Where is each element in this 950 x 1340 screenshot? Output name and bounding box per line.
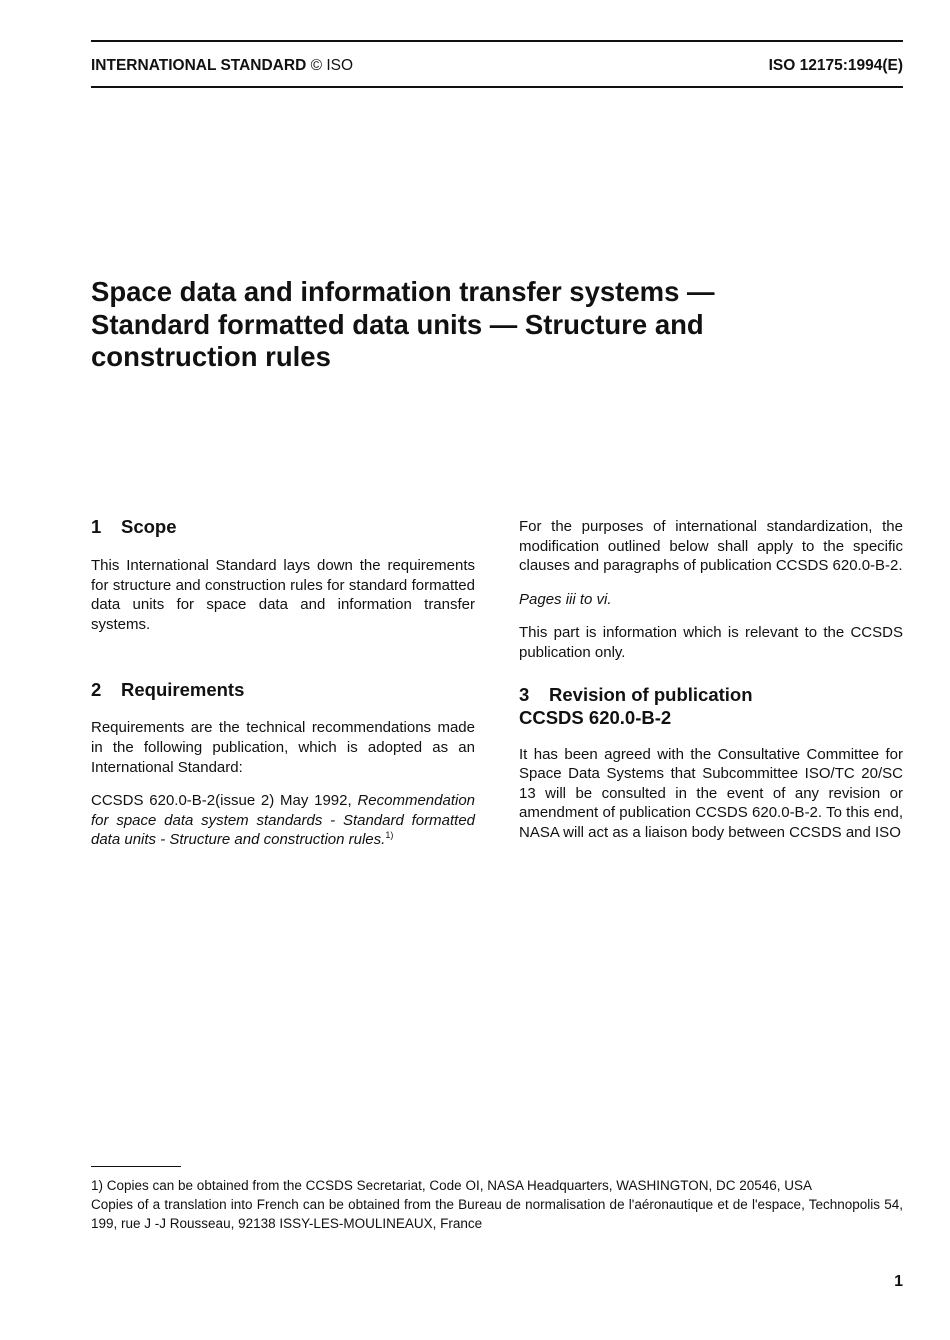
requirements-title: Requirements — [121, 679, 245, 701]
header-bottom-rule — [91, 86, 903, 88]
requirements-reference — [91, 791, 475, 850]
header-document-number: ISO 12175:1994(E) — [768, 57, 903, 74]
title-line-3: construction rules — [91, 341, 331, 372]
left-column — [91, 515, 475, 850]
footnote-marker: 1) — [385, 830, 394, 841]
header-standard-label — [91, 56, 353, 76]
pages-note: Pages iii to vi. — [519, 590, 612, 608]
requirements-heading — [91, 678, 475, 701]
revision-title-line-1: Revision of publication — [549, 683, 753, 705]
requirements-number: 2 — [91, 679, 102, 701]
header-standard-type: INTERNATIONAL STANDARD — [91, 57, 307, 74]
header-copyright: © ISO — [310, 57, 354, 74]
footnote — [91, 1176, 903, 1233]
page-number: 1 — [894, 1273, 903, 1290]
scope-heading — [91, 515, 475, 538]
footnote-line-2: Copies of a translation into French can be obtained from the Bureau de normalisation de l'aéronautique et de l'espace, Technopolis 54, 199, rue J -J Rousseau, 92138 ISSY-LES-MOULINEAUX, France — [91, 1197, 903, 1231]
scope-body: This International Standard lays down the requirements for structure and construction rules for standard formatted data units for space data and information transfer systems. — [91, 557, 475, 633]
right-column — [519, 517, 903, 843]
document-title — [91, 276, 811, 374]
revision-number: 3 — [519, 683, 530, 705]
scope-title: Scope — [121, 516, 177, 537]
reference-title: Recommendation for space data system standards - Standard formatted data units - Structure and construction rules. — [91, 792, 475, 849]
scope-number: 1 — [91, 516, 102, 537]
footnote-line-1: 1) Copies can be obtained from the CCSDS Secretariat, Code OI, NASA Headquarters, WASHINGTON, DC 20546, USA — [91, 1178, 813, 1193]
revision-heading — [519, 683, 903, 729]
reference-prefix: CCSDS 620.0-B-2(issue 2) May 1992, — [91, 792, 352, 810]
title-line-2: Standard formatted data units — Structure and — [91, 308, 704, 340]
title-line-1: Space data and information transfer systems — — [91, 276, 715, 307]
modification-intro: For the purposes of international standardization, the modification outlined below shall apply to the specific clauses and paragraphs of publication CCSDS 620.0-B-2. — [519, 518, 903, 575]
revision-body: It has been agreed with the Consultative Committee for Space Data Systems that Subcommittee ISO/TC 20/SC 13 will be consulted in the event of any revision or amendment of publication CCSDS 620.0-B-2. To this end, NASA will act as a liaison body between CCSDS and ISO — [519, 745, 903, 841]
revision-title-line-2: CCSDS 620.0-B-2 — [519, 706, 672, 728]
footnote-rule — [91, 1166, 181, 1167]
information-note: This part is information which is relevant to the CCSDS publication only. — [519, 624, 903, 661]
header-top-rule — [91, 40, 903, 42]
requirements-body: Requirements are the technical recommendations made in the following publication, which is adopted as an International Standard: — [91, 719, 475, 776]
